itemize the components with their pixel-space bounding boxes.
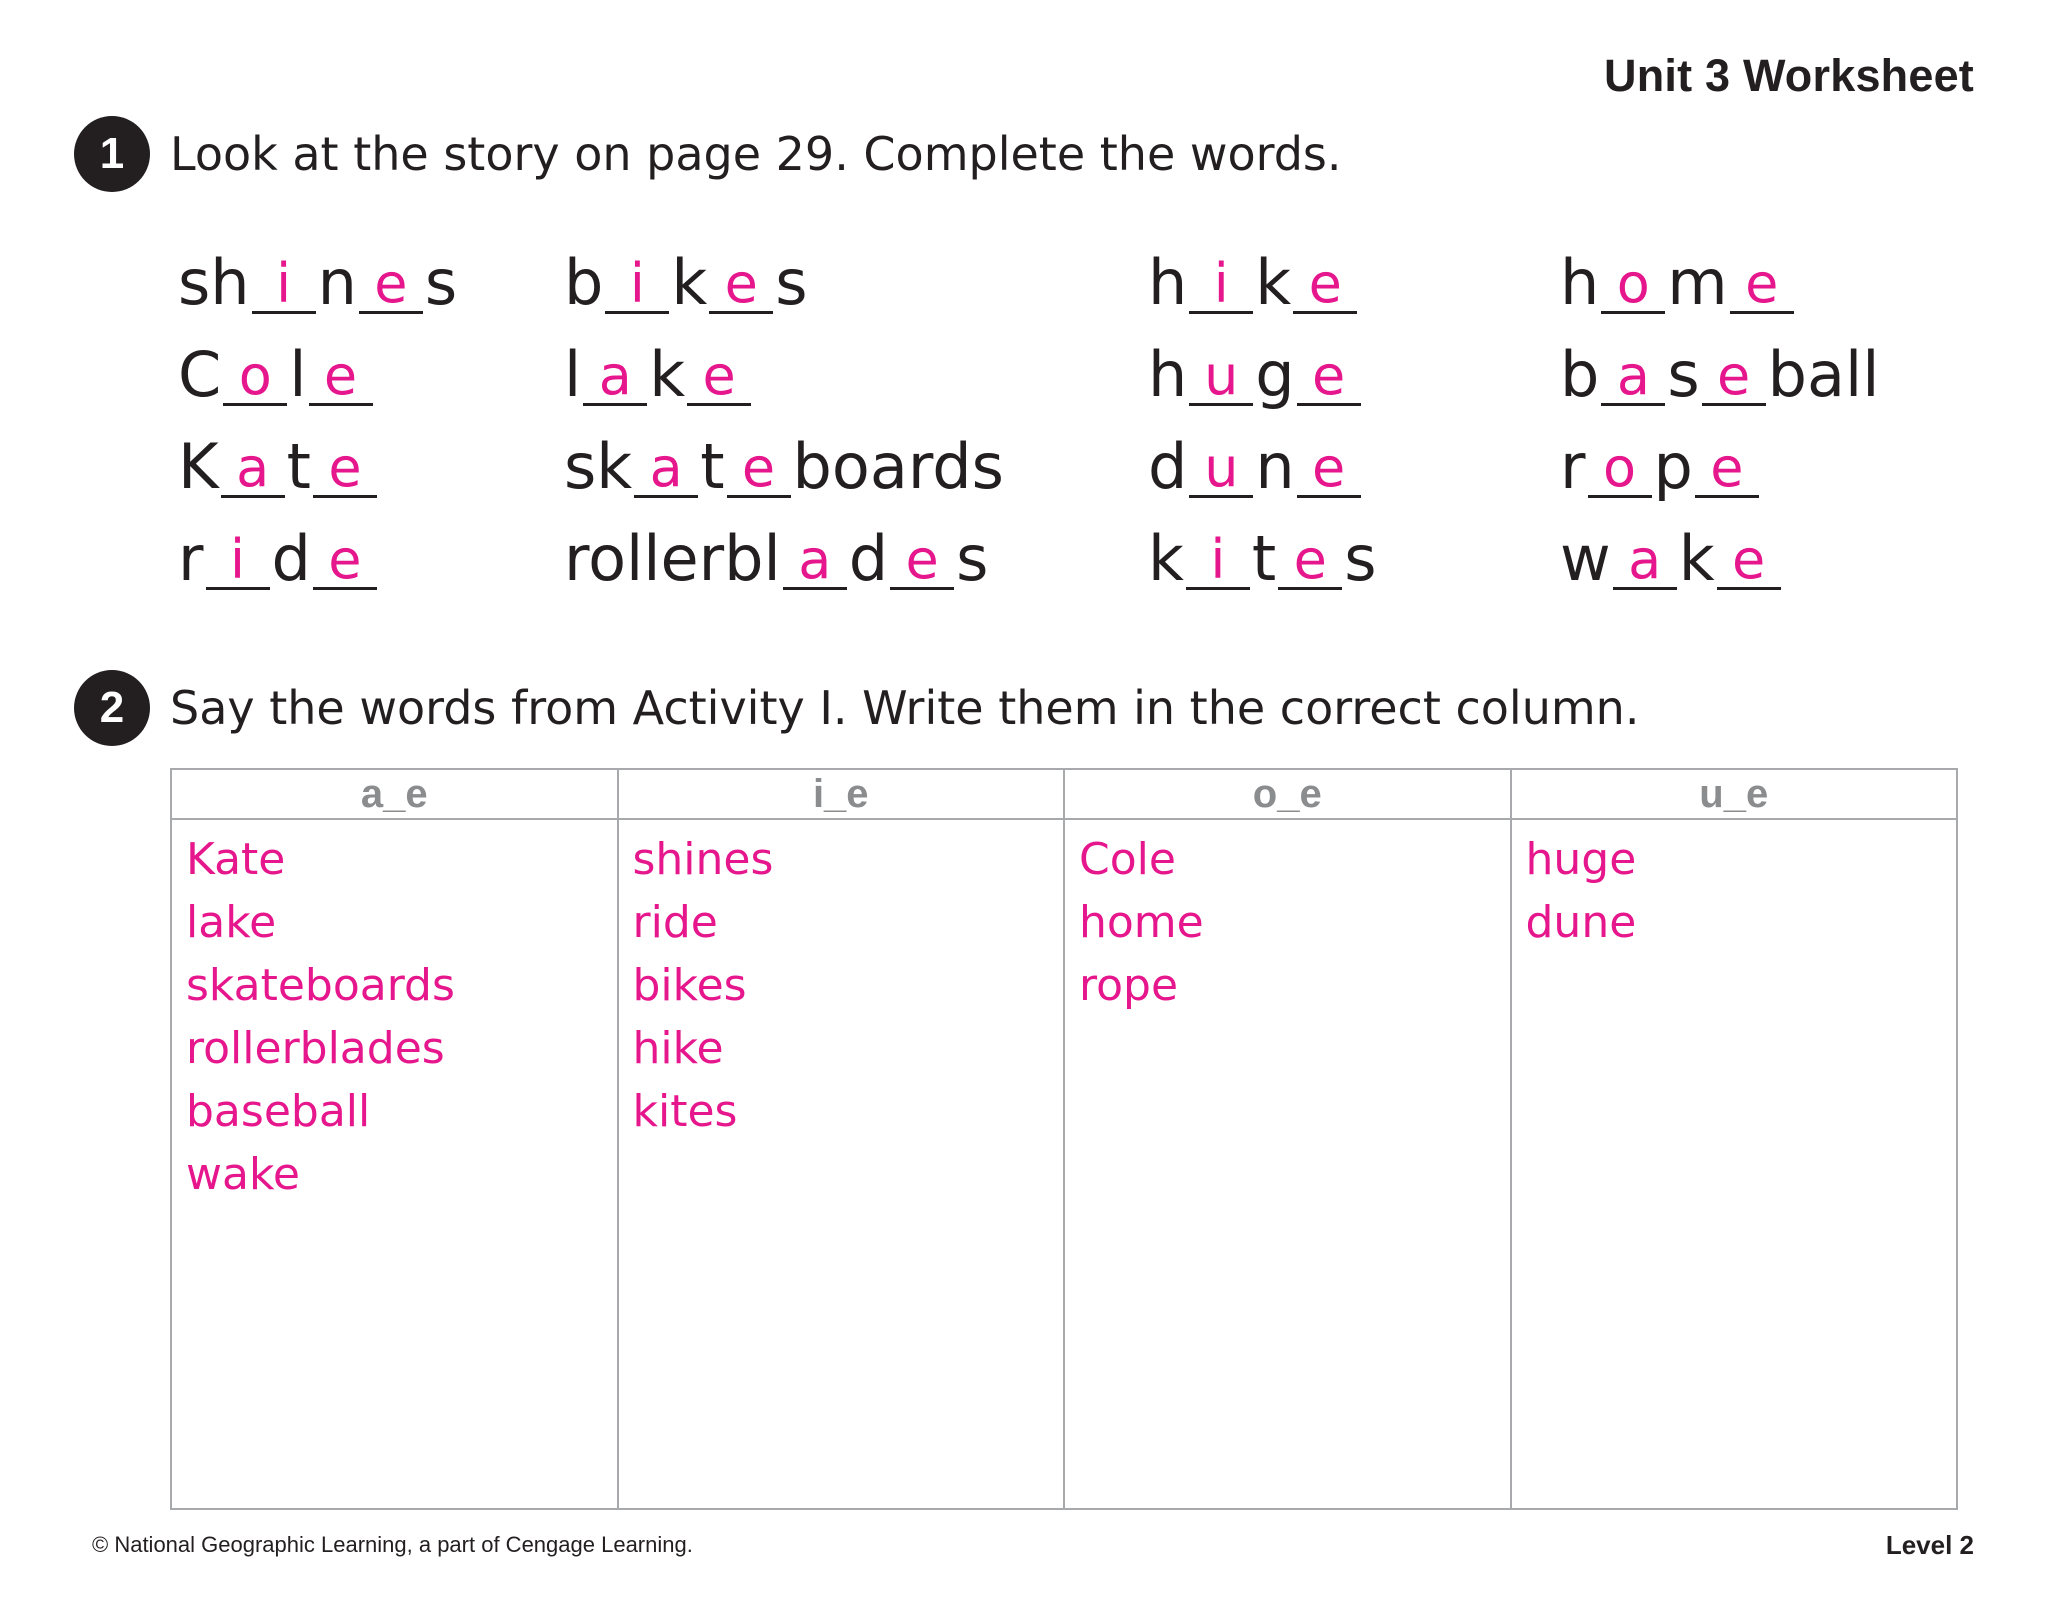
filled-blank[interactable]: e bbox=[1278, 533, 1342, 590]
word-letters: l bbox=[564, 338, 582, 411]
filled-blank[interactable]: e bbox=[1730, 257, 1794, 314]
word-letters: d bbox=[1148, 430, 1188, 503]
worksheet-title: Unit 3 Worksheet bbox=[1604, 50, 1974, 101]
copyright-notice: © National Geographic Learning, a part of Cengage Learning. bbox=[92, 1532, 693, 1557]
word-letters: d bbox=[848, 522, 889, 595]
filled-blank[interactable]: e bbox=[687, 349, 751, 406]
word-letters: r bbox=[178, 522, 204, 595]
activity-1-instruction: Look at the story on page 29. Complete the words. bbox=[170, 127, 1342, 181]
fill-in-word bbox=[1560, 498, 1879, 595]
word-letters: d bbox=[271, 522, 311, 595]
level-label: Level 2 bbox=[1885, 1530, 1974, 1560]
filled-blank[interactable]: e bbox=[359, 257, 423, 314]
word-letters: n bbox=[1255, 430, 1295, 503]
list-item[interactable]: rope bbox=[1079, 960, 1179, 1011]
fill-in-word bbox=[178, 222, 458, 319]
fill-in-word bbox=[1560, 314, 1880, 411]
filled-blank[interactable]: e bbox=[313, 533, 377, 590]
fill-in-word bbox=[1148, 406, 1377, 503]
filled-blank[interactable]: e bbox=[727, 441, 791, 498]
filled-blank[interactable]: o bbox=[1588, 441, 1652, 498]
fill-in-word bbox=[178, 498, 457, 595]
activity-2-number-badge: 2 bbox=[74, 670, 150, 746]
filled-blank[interactable]: e bbox=[709, 257, 773, 314]
filled-blank[interactable]: e bbox=[1293, 257, 1357, 314]
filled-blank[interactable]: o bbox=[223, 349, 287, 406]
word-letters: s bbox=[1344, 522, 1377, 595]
fill-in-word bbox=[1560, 406, 1879, 503]
word-letters: h bbox=[1148, 246, 1188, 319]
fill-in-word bbox=[1560, 222, 1879, 319]
list-item[interactable]: hike bbox=[632, 1023, 724, 1074]
word-letters: sh bbox=[178, 246, 250, 319]
list-item[interactable]: huge bbox=[1525, 834, 1637, 885]
list-item[interactable]: ride bbox=[632, 897, 718, 948]
filled-blank[interactable]: e bbox=[1297, 349, 1361, 406]
activity-2-instruction: Say the words from Activity I. Write them in the correct column. bbox=[170, 681, 1640, 735]
filled-blank[interactable]: e bbox=[1297, 441, 1361, 498]
fill-in-word bbox=[564, 406, 1004, 503]
list-item[interactable]: baseball bbox=[186, 1086, 371, 1137]
word-letters: b bbox=[564, 246, 604, 319]
word-letters: t bbox=[1251, 522, 1277, 595]
filled-blank[interactable]: o bbox=[1601, 257, 1665, 314]
list-item[interactable]: Cole bbox=[1079, 834, 1176, 885]
filled-blank[interactable]: e bbox=[309, 349, 373, 406]
word-letters: boards bbox=[792, 430, 1004, 503]
word-column bbox=[1560, 222, 1880, 595]
fill-in-word bbox=[178, 406, 457, 503]
word-letters: ball bbox=[1767, 338, 1880, 411]
fill-in-word bbox=[1148, 314, 1377, 411]
fill-in-word bbox=[1148, 498, 1377, 595]
table-column bbox=[1512, 770, 1957, 1508]
filled-blank[interactable]: a bbox=[1601, 349, 1665, 406]
word-sort-table bbox=[170, 768, 1958, 1510]
word-letters: g bbox=[1255, 338, 1295, 411]
fill-in-word bbox=[1148, 222, 1377, 319]
table-column bbox=[172, 770, 619, 1508]
filled-blank[interactable]: i bbox=[1189, 257, 1253, 314]
word-letters: h bbox=[1560, 246, 1600, 319]
activity-2-heading bbox=[74, 670, 1639, 746]
word-letters: l bbox=[289, 338, 307, 411]
list-item[interactable]: dune bbox=[1525, 897, 1637, 948]
word-column bbox=[178, 222, 458, 595]
column-body bbox=[1512, 820, 1957, 954]
list-item[interactable]: Kate bbox=[186, 834, 286, 885]
filled-blank[interactable]: e bbox=[1717, 533, 1781, 590]
activity-1-heading bbox=[74, 116, 1342, 192]
column-header: u_e bbox=[1512, 770, 1957, 820]
word-column bbox=[1148, 222, 1377, 595]
word-letters: b bbox=[1560, 338, 1600, 411]
activity-1-number-badge: 1 bbox=[74, 116, 150, 192]
filled-blank[interactable]: i bbox=[206, 533, 270, 590]
fill-in-word bbox=[564, 314, 1004, 411]
table-column bbox=[1065, 770, 1512, 1508]
column-body bbox=[172, 820, 617, 1206]
filled-blank[interactable]: a bbox=[634, 441, 698, 498]
list-item[interactable]: lake bbox=[186, 897, 277, 948]
word-letters: m bbox=[1667, 246, 1728, 319]
column-header: o_e bbox=[1065, 770, 1510, 820]
word-letters: s bbox=[424, 246, 458, 319]
word-letters: t bbox=[286, 430, 311, 503]
list-item[interactable]: wake bbox=[186, 1149, 300, 1200]
filled-blank[interactable]: e bbox=[1695, 441, 1759, 498]
filled-blank[interactable]: a bbox=[221, 441, 285, 498]
filled-blank[interactable]: i bbox=[252, 257, 316, 314]
word-letters: k bbox=[1255, 246, 1292, 319]
word-letters: rollerbl bbox=[564, 522, 781, 595]
list-item[interactable]: rollerblades bbox=[186, 1023, 445, 1074]
filled-blank[interactable]: e bbox=[1702, 349, 1766, 406]
word-letters: k bbox=[1148, 522, 1184, 595]
word-letters: C bbox=[178, 338, 222, 411]
table-column bbox=[619, 770, 1066, 1508]
word-letters: s bbox=[956, 522, 989, 595]
word-letters: K bbox=[178, 430, 219, 503]
word-letters: k bbox=[1678, 522, 1715, 595]
filled-blank[interactable]: i bbox=[605, 257, 669, 314]
column-header: i_e bbox=[619, 770, 1064, 820]
list-item[interactable]: home bbox=[1079, 897, 1204, 948]
filled-blank[interactable]: u bbox=[1189, 349, 1253, 406]
word-letters: p bbox=[1653, 430, 1693, 503]
fill-in-word bbox=[564, 222, 1004, 319]
list-item[interactable]: kites bbox=[632, 1086, 738, 1137]
filled-blank[interactable]: i bbox=[1186, 533, 1250, 590]
word-column bbox=[564, 222, 1004, 595]
column-body bbox=[1065, 820, 1510, 1017]
word-letters: t bbox=[700, 430, 725, 503]
word-letters: sk bbox=[564, 430, 633, 503]
list-item[interactable]: shines bbox=[632, 834, 774, 885]
filled-blank[interactable]: a bbox=[583, 349, 647, 406]
word-letters: w bbox=[1560, 522, 1611, 595]
fill-in-word bbox=[178, 314, 457, 411]
column-body bbox=[619, 820, 1064, 1143]
filled-blank[interactable]: u bbox=[1189, 441, 1253, 498]
column-header: a_e bbox=[172, 770, 617, 820]
list-item[interactable]: skateboards bbox=[186, 960, 455, 1011]
list-item[interactable]: bikes bbox=[632, 960, 747, 1011]
fill-in-word bbox=[564, 498, 1004, 595]
word-letters: s bbox=[775, 246, 808, 319]
word-letters: n bbox=[317, 246, 357, 319]
word-letters: k bbox=[649, 338, 686, 411]
filled-blank[interactable]: a bbox=[1613, 533, 1677, 590]
word-letters: s bbox=[1667, 338, 1700, 411]
word-letters: r bbox=[1560, 430, 1586, 503]
word-letters: k bbox=[671, 246, 708, 319]
word-letters: h bbox=[1148, 338, 1188, 411]
filled-blank[interactable]: a bbox=[783, 533, 847, 590]
filled-blank[interactable]: e bbox=[313, 441, 377, 498]
filled-blank[interactable]: e bbox=[890, 533, 954, 590]
